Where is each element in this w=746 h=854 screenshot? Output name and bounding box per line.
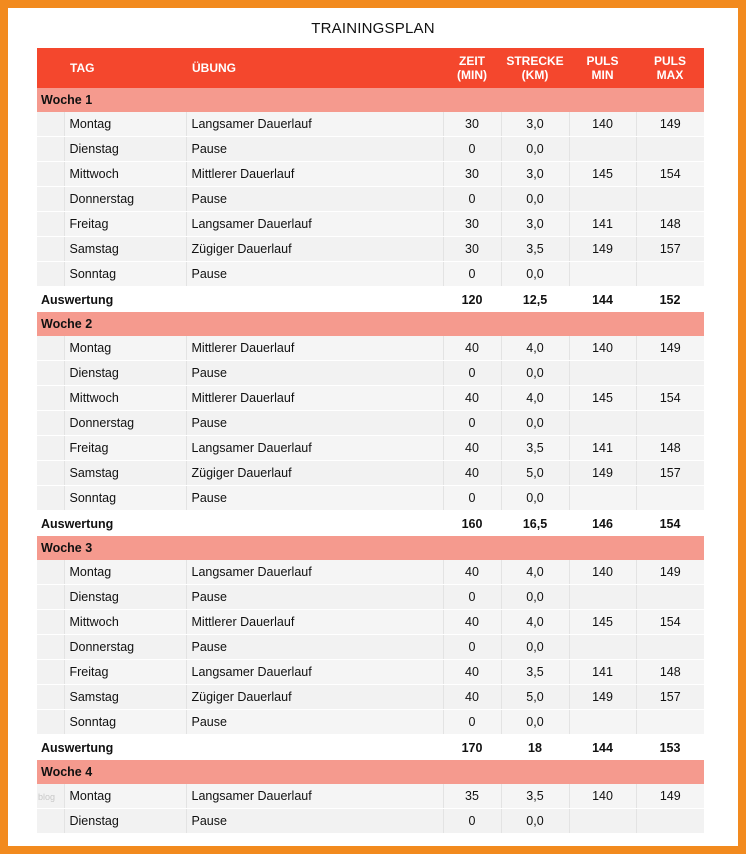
cell-strecke: 3,0 — [501, 162, 569, 187]
cell-strecke: 4,0 — [501, 386, 569, 411]
header-puls-max: PULS MAX — [636, 48, 704, 88]
cell-puls-max: 154 — [636, 386, 704, 411]
cell-strecke: 3,5 — [501, 237, 569, 262]
cell-tag: Dienstag — [64, 361, 186, 386]
cell-zeit: 0 — [443, 361, 501, 386]
summary-strecke: 12,5 — [501, 287, 569, 313]
cell-puls-min — [569, 710, 636, 735]
cell-puls-min: 140 — [569, 560, 636, 585]
row-gutter — [37, 461, 64, 486]
page-title: TRAININGSPLAN — [311, 20, 435, 37]
table-row — [37, 436, 704, 461]
cell-zeit: 0 — [443, 486, 501, 511]
header-gutter — [37, 48, 64, 88]
cell-puls-min — [569, 635, 636, 660]
cell-strecke: 4,0 — [501, 336, 569, 361]
cell-puls-max: 149 — [636, 112, 704, 137]
cell-uebung: Pause — [186, 411, 443, 436]
cell-uebung: Zügiger Dauerlauf — [186, 461, 443, 486]
cell-strecke: 3,5 — [501, 436, 569, 461]
table-row — [37, 486, 704, 511]
table-row — [37, 112, 704, 137]
cell-puls-max — [636, 710, 704, 735]
cell-strecke: 0,0 — [501, 635, 569, 660]
cell-strecke: 0,0 — [501, 710, 569, 735]
training-table — [37, 48, 704, 834]
cell-tag: Freitag — [64, 436, 186, 461]
summary-label: Auswertung — [37, 511, 443, 537]
cell-puls-min: 145 — [569, 162, 636, 187]
row-gutter — [37, 187, 64, 212]
table-row — [37, 610, 704, 635]
row-gutter — [37, 585, 64, 610]
watermark-text: blog — [38, 792, 56, 802]
week-label: Woche 2 — [37, 312, 704, 336]
week-header-row — [37, 88, 704, 112]
cell-strecke: 0,0 — [501, 361, 569, 386]
table-row — [37, 187, 704, 212]
cell-zeit: 40 — [443, 436, 501, 461]
table-row — [37, 635, 704, 660]
cell-tag: Samstag — [64, 461, 186, 486]
cell-tag: Samstag — [64, 237, 186, 262]
cell-puls-max: 148 — [636, 436, 704, 461]
cell-tag: Dienstag — [64, 137, 186, 162]
cell-tag: Freitag — [64, 212, 186, 237]
cell-zeit: 40 — [443, 336, 501, 361]
cell-uebung: Langsamer Dauerlauf — [186, 784, 443, 809]
cell-tag: Montag — [64, 112, 186, 137]
cell-zeit: 40 — [443, 560, 501, 585]
cell-strecke: 0,0 — [501, 137, 569, 162]
cell-strecke: 3,5 — [501, 784, 569, 809]
row-gutter — [37, 635, 64, 660]
cell-zeit: 0 — [443, 411, 501, 436]
summary-puls-max: 153 — [636, 735, 704, 761]
row-gutter — [37, 411, 64, 436]
cell-puls-max — [636, 137, 704, 162]
summary-row — [37, 287, 704, 313]
table-row — [37, 784, 704, 809]
summary-strecke: 18 — [501, 735, 569, 761]
row-gutter — [37, 685, 64, 710]
cell-puls-max: 157 — [636, 461, 704, 486]
cell-tag: Donnerstag — [64, 635, 186, 660]
cell-tag: Mittwoch — [64, 610, 186, 635]
table-row — [37, 386, 704, 411]
cell-zeit: 40 — [443, 660, 501, 685]
cell-puls-max: 157 — [636, 237, 704, 262]
cell-strecke: 4,0 — [501, 610, 569, 635]
summary-puls-min: 144 — [569, 287, 636, 313]
cell-puls-min — [569, 187, 636, 212]
cell-puls-max — [636, 262, 704, 287]
cell-uebung: Mittlerer Dauerlauf — [186, 610, 443, 635]
cell-uebung: Pause — [186, 710, 443, 735]
row-gutter — [37, 361, 64, 386]
cell-uebung: Pause — [186, 137, 443, 162]
row-gutter — [37, 237, 64, 262]
header-tag: TAG — [64, 48, 186, 88]
cell-strecke: 4,0 — [501, 560, 569, 585]
cell-uebung: Pause — [186, 809, 443, 834]
cell-zeit: 0 — [443, 137, 501, 162]
table-row — [37, 660, 704, 685]
cell-puls-max: 157 — [636, 685, 704, 710]
table-row — [37, 137, 704, 162]
row-gutter — [37, 809, 64, 834]
row-gutter — [37, 137, 64, 162]
cell-strecke: 0,0 — [501, 187, 569, 212]
cell-tag: Donnerstag — [64, 187, 186, 212]
row-gutter — [37, 486, 64, 511]
summary-label: Auswertung — [37, 287, 443, 313]
cell-zeit: 30 — [443, 112, 501, 137]
row-gutter — [37, 660, 64, 685]
cell-tag: Sonntag — [64, 486, 186, 511]
cell-uebung: Langsamer Dauerlauf — [186, 660, 443, 685]
week-label: Woche 4 — [37, 760, 704, 784]
cell-puls-min: 141 — [569, 212, 636, 237]
cell-puls-min: 140 — [569, 336, 636, 361]
cell-puls-max: 154 — [636, 162, 704, 187]
row-gutter — [37, 336, 64, 361]
table-header-row — [37, 48, 704, 88]
header-puls-min: PULS MIN — [569, 48, 636, 88]
cell-uebung: Pause — [186, 486, 443, 511]
cell-puls-min — [569, 262, 636, 287]
row-gutter — [37, 162, 64, 187]
cell-strecke: 3,0 — [501, 112, 569, 137]
summary-strecke: 16,5 — [501, 511, 569, 537]
cell-uebung: Mittlerer Dauerlauf — [186, 162, 443, 187]
row-gutter — [37, 784, 64, 809]
cell-zeit: 30 — [443, 212, 501, 237]
cell-tag: Sonntag — [64, 262, 186, 287]
cell-zeit: 40 — [443, 685, 501, 710]
cell-puls-min — [569, 137, 636, 162]
cell-strecke: 3,0 — [501, 212, 569, 237]
summary-row — [37, 511, 704, 537]
cell-zeit: 0 — [443, 187, 501, 212]
summary-label: Auswertung — [37, 735, 443, 761]
cell-tag: Dienstag — [64, 809, 186, 834]
cell-puls-min — [569, 486, 636, 511]
cell-puls-min: 145 — [569, 610, 636, 635]
cell-puls-min: 145 — [569, 386, 636, 411]
cell-puls-max: 148 — [636, 660, 704, 685]
table-row — [37, 162, 704, 187]
cell-zeit: 30 — [443, 237, 501, 262]
cell-puls-min: 140 — [569, 784, 636, 809]
week-label: Woche 1 — [37, 88, 704, 112]
cell-uebung: Pause — [186, 585, 443, 610]
cell-tag: Dienstag — [64, 585, 186, 610]
row-gutter — [37, 386, 64, 411]
cell-zeit: 35 — [443, 784, 501, 809]
cell-tag: Samstag — [64, 685, 186, 710]
cell-strecke: 5,0 — [501, 685, 569, 710]
week-header-row — [37, 312, 704, 336]
cell-puls-max: 149 — [636, 560, 704, 585]
cell-tag: Donnerstag — [64, 411, 186, 436]
cell-puls-max: 149 — [636, 784, 704, 809]
summary-puls-min: 146 — [569, 511, 636, 537]
cell-uebung: Mittlerer Dauerlauf — [186, 336, 443, 361]
row-gutter — [37, 112, 64, 137]
cell-tag: Freitag — [64, 660, 186, 685]
document-frame — [8, 8, 738, 846]
header-zeit: ZEIT (MIN) — [443, 48, 501, 88]
cell-zeit: 0 — [443, 710, 501, 735]
cell-uebung: Mittlerer Dauerlauf — [186, 386, 443, 411]
table-row — [37, 212, 704, 237]
table-row — [37, 809, 704, 834]
row-gutter — [37, 262, 64, 287]
cell-tag: Mittwoch — [64, 386, 186, 411]
summary-row — [37, 735, 704, 761]
cell-zeit: 0 — [443, 809, 501, 834]
summary-zeit: 120 — [443, 287, 501, 313]
cell-zeit: 40 — [443, 610, 501, 635]
cell-puls-max — [636, 187, 704, 212]
cell-strecke: 0,0 — [501, 585, 569, 610]
cell-puls-max: 154 — [636, 610, 704, 635]
cell-puls-min: 140 — [569, 112, 636, 137]
cell-tag: Sonntag — [64, 710, 186, 735]
table-row — [37, 361, 704, 386]
cell-uebung: Zügiger Dauerlauf — [186, 685, 443, 710]
cell-uebung: Pause — [186, 635, 443, 660]
cell-tag: Montag — [64, 560, 186, 585]
table-row — [37, 237, 704, 262]
summary-puls-min: 144 — [569, 735, 636, 761]
week-header-row — [37, 760, 704, 784]
header-uebung: ÜBUNG — [186, 48, 443, 88]
cell-zeit: 40 — [443, 461, 501, 486]
cell-uebung: Langsamer Dauerlauf — [186, 560, 443, 585]
row-gutter — [37, 436, 64, 461]
week-label: Woche 3 — [37, 536, 704, 560]
cell-tag: Montag — [64, 336, 186, 361]
cell-uebung: Langsamer Dauerlauf — [186, 212, 443, 237]
header-strecke: STRECKE (KM) — [501, 48, 569, 88]
cell-puls-max — [636, 361, 704, 386]
summary-zeit: 160 — [443, 511, 501, 537]
table-row — [37, 585, 704, 610]
cell-zeit: 0 — [443, 635, 501, 660]
cell-puls-min — [569, 809, 636, 834]
table-row — [37, 262, 704, 287]
cell-strecke: 3,5 — [501, 660, 569, 685]
row-gutter — [37, 710, 64, 735]
cell-puls-max — [636, 411, 704, 436]
cell-uebung: Pause — [186, 262, 443, 287]
cell-strecke: 5,0 — [501, 461, 569, 486]
cell-uebung: Langsamer Dauerlauf — [186, 436, 443, 461]
week-header-row — [37, 536, 704, 560]
summary-puls-max: 152 — [636, 287, 704, 313]
table-row — [37, 560, 704, 585]
cell-puls-min: 141 — [569, 660, 636, 685]
cell-uebung: Pause — [186, 187, 443, 212]
row-gutter — [37, 212, 64, 237]
cell-zeit: 0 — [443, 262, 501, 287]
cell-puls-min — [569, 585, 636, 610]
cell-tag: Montag — [64, 784, 186, 809]
cell-puls-max — [636, 809, 704, 834]
table-row — [37, 461, 704, 486]
cell-puls-min: 149 — [569, 461, 636, 486]
cell-puls-max: 148 — [636, 212, 704, 237]
summary-zeit: 170 — [443, 735, 501, 761]
cell-puls-min — [569, 411, 636, 436]
cell-puls-max — [636, 635, 704, 660]
cell-strecke: 0,0 — [501, 486, 569, 511]
cell-zeit: 40 — [443, 386, 501, 411]
summary-puls-max: 154 — [636, 511, 704, 537]
cell-strecke: 0,0 — [501, 809, 569, 834]
cell-puls-min: 141 — [569, 436, 636, 461]
table-row — [37, 685, 704, 710]
cell-puls-max — [636, 585, 704, 610]
cell-strecke: 0,0 — [501, 411, 569, 436]
cell-tag: Mittwoch — [64, 162, 186, 187]
cell-uebung: Langsamer Dauerlauf — [186, 112, 443, 137]
cell-puls-min: 149 — [569, 685, 636, 710]
cell-zeit: 30 — [443, 162, 501, 187]
cell-puls-min: 149 — [569, 237, 636, 262]
cell-uebung: Zügiger Dauerlauf — [186, 237, 443, 262]
cell-strecke: 0,0 — [501, 262, 569, 287]
table-row — [37, 411, 704, 436]
table-row — [37, 336, 704, 361]
row-gutter — [37, 610, 64, 635]
table-row — [37, 710, 704, 735]
cell-zeit: 0 — [443, 585, 501, 610]
cell-puls-max — [636, 486, 704, 511]
cell-puls-min — [569, 361, 636, 386]
row-gutter — [37, 560, 64, 585]
cell-uebung: Pause — [186, 361, 443, 386]
cell-puls-max: 149 — [636, 336, 704, 361]
